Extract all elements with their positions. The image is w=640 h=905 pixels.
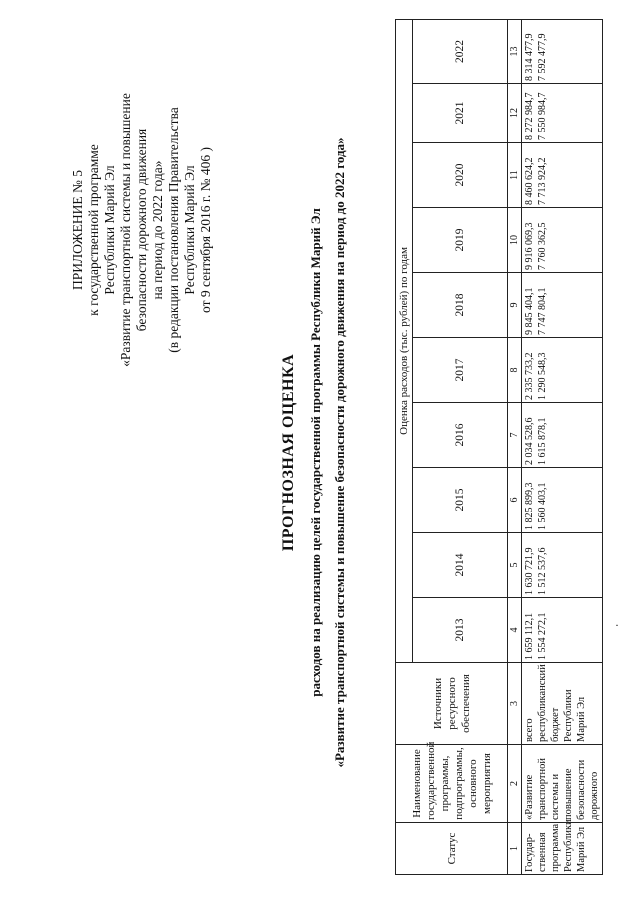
- value-republic: 1 512 537,6: [537, 547, 548, 595]
- value-total: 2 034 528,6: [524, 417, 535, 465]
- value-total: 8 460 624,2: [524, 157, 535, 205]
- header-estimate: Оценка расходов (тыс. рублей) по годам: [396, 19, 413, 662]
- column-number: 6: [508, 468, 522, 533]
- row-status: Государ-ственная программа Республики Марий Эл: [522, 823, 603, 875]
- year-cell: [522, 403, 603, 468]
- appendix-line: от 9 сентября 2016 г. № 406 ): [198, 147, 213, 313]
- value-republic: 7 550 984,7: [537, 92, 548, 140]
- appendix-line: «Развитие транспортной системы и повышение: [118, 93, 133, 367]
- value-republic: 1 554 272,1: [537, 612, 548, 660]
- margin-mark: ·: [615, 618, 619, 632]
- column-number: 2: [508, 745, 522, 823]
- document-title: ПРОГНОЗНАЯ ОЦЕНКА: [280, 353, 297, 552]
- header-year: 2016: [413, 403, 508, 468]
- appendix-line: Республики Марий Эл: [102, 165, 117, 295]
- value-republic: 1 560 403,1: [537, 482, 548, 530]
- source-republic: республиканский бюджет Республики Марий Эл: [537, 664, 587, 742]
- year-cell: [522, 84, 603, 143]
- year-cell: [522, 208, 603, 273]
- document-subtitle: расходов на реализацию целей государственной программы Республики Марий Эл: [308, 208, 323, 697]
- column-number: 13: [508, 19, 522, 83]
- appendix-line: Республики Марий Эл: [182, 165, 197, 295]
- row-name: «Развитие транспортной системы и повышение безопасности дорожного: [522, 745, 603, 823]
- column-number: 1: [508, 823, 522, 875]
- column-number: 5: [508, 533, 522, 598]
- appendix-block: [70, 80, 214, 380]
- column-number: 12: [508, 84, 522, 143]
- value-total: 1 659 112,1: [524, 612, 535, 660]
- year-cell: [522, 19, 603, 83]
- header-year: 2014: [413, 533, 508, 598]
- header-sources: Источники ресурсного обеспечения: [396, 663, 508, 745]
- header-status: Статус: [396, 823, 508, 875]
- year-cell: [522, 143, 603, 208]
- header-name: Наименование государственной программы, подпрограммы, основного мероприятия: [396, 745, 508, 823]
- header-year: 2015: [413, 468, 508, 533]
- value-total: 8 272 984,7: [524, 92, 535, 140]
- expense-table: [395, 19, 603, 875]
- year-cell: [522, 468, 603, 533]
- column-number: 11: [508, 143, 522, 208]
- value-total: 8 314 477,9: [524, 33, 535, 81]
- header-year: 2018: [413, 273, 508, 338]
- value-republic: 1 615 878,1: [537, 417, 548, 465]
- column-number: 4: [508, 598, 522, 663]
- appendix-line: ПРИЛОЖЕНИЕ № 5: [70, 169, 85, 291]
- header-year: 2019: [413, 208, 508, 273]
- source-total: всего: [524, 718, 535, 742]
- value-republic: 7 592 477,9: [537, 33, 548, 81]
- value-republic: 7 713 924,2: [537, 157, 548, 205]
- header-year: 2022: [413, 19, 508, 83]
- value-total: 1 825 899,3: [524, 482, 535, 530]
- value-total: 1 630 721,9: [524, 547, 535, 595]
- header-year: 2013: [413, 598, 508, 663]
- table-row: [522, 19, 603, 874]
- appendix-line: на период до 2022 года»: [150, 160, 165, 300]
- value-total: 9 845 404,1: [524, 287, 535, 335]
- value-republic: 7 747 804,1: [537, 287, 548, 335]
- year-cell: [522, 533, 603, 598]
- column-number: 8: [508, 338, 522, 403]
- value-republic: 1 290 548,3: [537, 352, 548, 400]
- appendix-line: безопасности дорожного движения: [134, 128, 149, 332]
- header-year: 2020: [413, 143, 508, 208]
- column-number: 10: [508, 208, 522, 273]
- program-name: «Развитие транспортной системы и повышение безопасности дорожного движения на период до 2022 года»: [332, 137, 347, 768]
- year-cell: [522, 338, 603, 403]
- appendix-line: к государственной программе: [86, 144, 101, 316]
- header-year: 2017: [413, 338, 508, 403]
- value-total: 2 335 733,2: [524, 352, 535, 400]
- value-republic: 7 760 362,5: [537, 222, 548, 270]
- header-year: 2021: [413, 84, 508, 143]
- year-cell: [522, 598, 603, 663]
- appendix-line: (в редакции постановления Правительства: [166, 107, 181, 353]
- year-cell: [522, 273, 603, 338]
- value-total: 9 916 069,3: [524, 222, 535, 270]
- column-number: 9: [508, 273, 522, 338]
- row-sources: [522, 663, 603, 745]
- column-number: 3: [508, 663, 522, 745]
- column-number: 7: [508, 403, 522, 468]
